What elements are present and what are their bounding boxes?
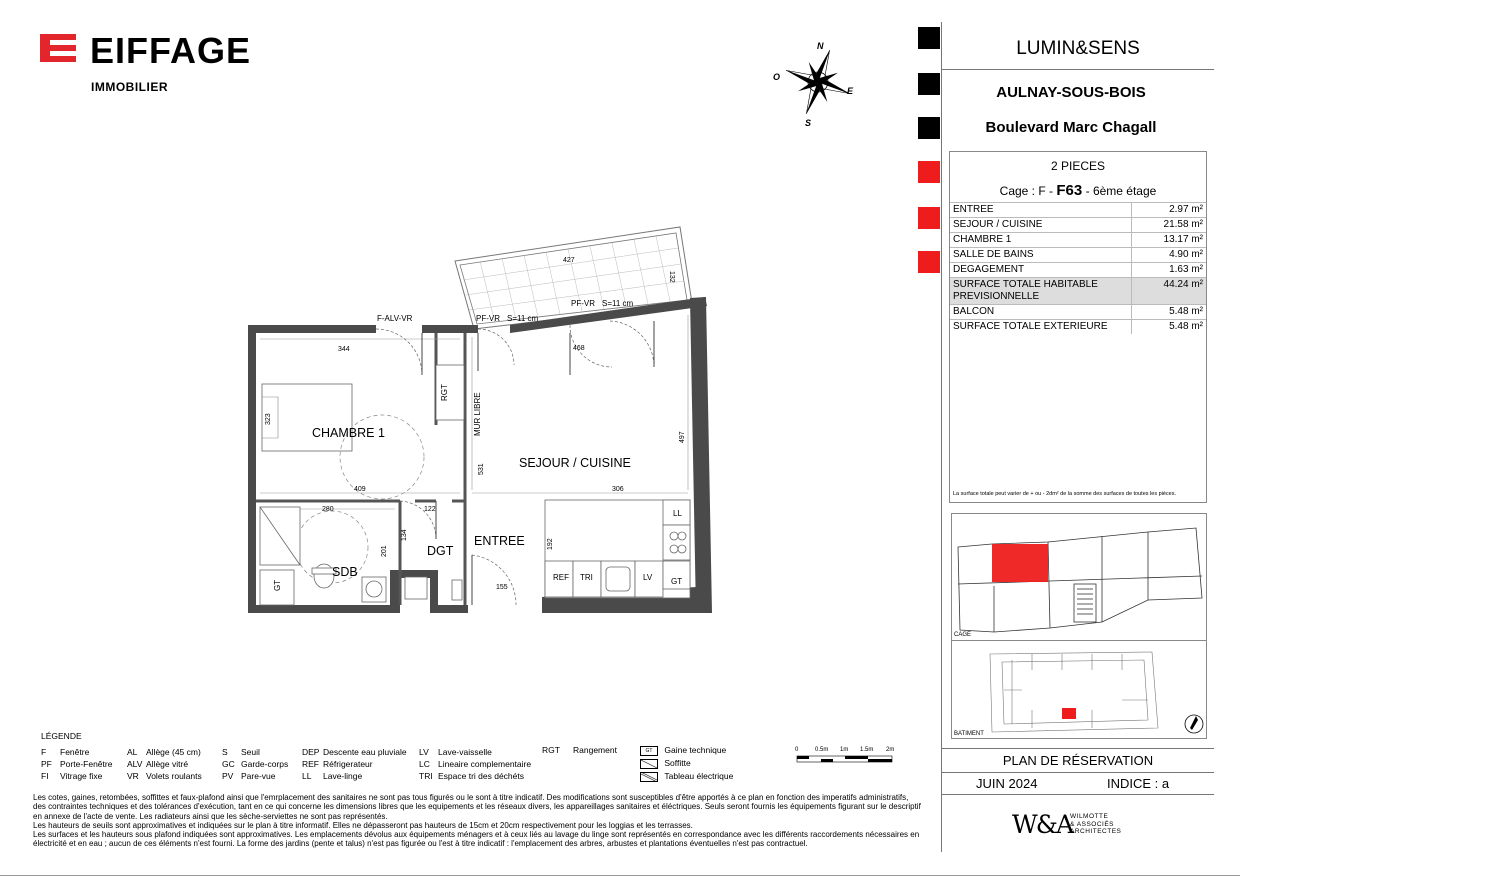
legend-code: VR: [127, 771, 139, 781]
north-arrow-icon: [1185, 715, 1203, 733]
bed: [262, 384, 352, 451]
legend-text: Espace tri des déchéts: [438, 771, 524, 781]
legend-text: Lineaire complementaire: [438, 759, 532, 769]
compass-n: N: [817, 41, 824, 51]
legend-text: Descente eau pluviale: [323, 747, 407, 757]
architect-name: [1070, 813, 1121, 836]
table-row: [950, 248, 1206, 263]
compass-e: E: [847, 86, 854, 96]
legend-text: Lave-linge: [323, 771, 363, 781]
keyplan-batiment: [951, 640, 1207, 739]
lot-number: F63: [1056, 182, 1083, 199]
legend-code: S: [222, 747, 228, 757]
surface-label: SURFACE TOTALE HABITABLE PREVISIONNELLE: [950, 278, 1132, 305]
architect-line-2: & ASSOCIÉS: [1070, 820, 1115, 828]
label-mur-libre: MUR LIBRE: [473, 392, 482, 436]
compass-rose: [770, 40, 860, 130]
lot-type: 2 PIECES: [1050, 159, 1106, 173]
scale-tick: 0.5m: [815, 747, 829, 753]
dim-134: 134: [401, 529, 408, 541]
surface-value: 4.90 m²: [1132, 248, 1207, 263]
legend-text: Volets roulants: [146, 771, 202, 781]
keyplan-cage-highlight: [992, 544, 1048, 582]
architect-logo: [1012, 810, 1122, 839]
divider-1: [941, 69, 1214, 70]
divider-4: [941, 794, 1214, 795]
legend-col-4: [302, 747, 410, 783]
legend-text: Vitrage fixe: [60, 771, 103, 781]
legend-code: LC: [419, 759, 430, 769]
dim-201: 201: [381, 545, 388, 557]
room-label-entree: ENTREE: [474, 534, 525, 548]
label-lv: LV: [643, 573, 653, 582]
surface-value: 44.24 m²: [1132, 278, 1207, 305]
legal-notes: Les cotes, gaines, retombées, soffittes et faux-plafond ainsi que l'emrplacement des sanitaires ne sont pas tous figurés ou le sont à titre indicatif. Des modifications sont susceptibles d'être apportés à ce plan en fonction des imperatifs administratifs, des contraintes techniques et des tolérances d'exécution, tant en ce qui concerne les dimensions libres que les equipements et les réseaux divers, les appareillages sanitaires et éléctriques. Seuls seront fournis les équipements figurant sur le descriptif en annexe de l'acte de vente. Les radiateurs ainsi que les sèche-serviettes ne sont pas représentés. Les hauteurs de seuils sont approximatives et indiquées sur le plan à titre informatif. Elles ne dépasseront pas hauteurs de 15cm et 20cm respectivement pour les loggias et les terrasses. Les surfaces et les hauteurs sous plafond indiquées sont approximatives. Les emplacements dévolus aux équipements ménagers et à ceux liés au lavage du linge sont représentés en correspondance avec les différents raccordements nécessaires en électricité et en eau ; aucun de ces éléments n'est fourni. La forme des jardins (pente et talus) n'est pas figurée ou l'est à titre indicatif : l'emplacement des arbres, arbustes et plantations éventuelles n'est pas contractuel.: [33, 793, 921, 849]
surface-table-box: [949, 151, 1207, 503]
kitchen: [545, 500, 690, 598]
legend-text: Fenêtre: [60, 747, 90, 757]
surface-table: [950, 202, 1206, 334]
project-city: AULNAY-SOUS-BOIS: [996, 84, 1146, 101]
legend-code: DEP: [302, 747, 320, 757]
dim-531: 531: [478, 463, 485, 475]
room-label-dgt: DGT: [427, 544, 454, 558]
cage-label: Cage :: [999, 184, 1036, 198]
legend-symbol-text: Tableau électrique: [664, 771, 734, 781]
plan-date: JUIN 2024: [976, 776, 1038, 791]
dim-409: 409: [354, 486, 366, 493]
legend-text: Allège vitré: [146, 759, 189, 769]
room-label-sejour: SEJOUR / CUISINE: [519, 456, 631, 470]
legend-code: REF: [302, 759, 319, 769]
legend-col-5: [419, 747, 534, 783]
architect-line-1: WILMOTTE: [1070, 813, 1109, 820]
dim-497: 497: [679, 431, 686, 443]
legend-code: TRI: [419, 771, 433, 781]
dim-280: 280: [322, 506, 334, 513]
compass-o: O: [773, 72, 781, 82]
divider-2: [941, 748, 1214, 749]
eiffage-logo-mark: [38, 30, 78, 70]
legend-code: LL: [302, 771, 312, 781]
legend-col-1: [41, 747, 115, 783]
dim-323: 323: [265, 413, 272, 425]
legend-text: Réfrigerateur: [323, 759, 373, 769]
dim-155: 155: [496, 584, 508, 591]
dim-122: 122: [424, 506, 436, 513]
dim-427: 427: [563, 257, 575, 264]
tab-black-3: [918, 117, 940, 139]
dim-192: 192: [547, 538, 554, 550]
project-name: LUMIN&SENS: [1016, 38, 1140, 59]
legend-code: ALV: [127, 759, 143, 769]
table-row: [950, 320, 1206, 335]
cage-dash-1: -: [1049, 184, 1054, 198]
surface-label: DEGAGEMENT: [950, 263, 1132, 278]
floor-plan: [240, 225, 720, 620]
room-label-chambre: CHAMBRE 1: [312, 426, 385, 440]
legend-code: FI: [41, 771, 49, 781]
cage-dash-2: -: [1085, 184, 1090, 198]
legend-code: PV: [222, 771, 234, 781]
label-gt1: GT: [671, 577, 683, 586]
dim-132: 132: [668, 271, 675, 283]
surface-value: 5.48 m²: [1132, 320, 1207, 335]
surface-label: CHAMBRE 1: [950, 233, 1132, 248]
surface-value: 21.58 m²: [1132, 218, 1207, 233]
surface-value: 5.48 m²: [1132, 305, 1207, 320]
architect-mark: W&A: [1012, 810, 1073, 839]
tab-black-1: [918, 27, 940, 49]
panel-left-border: [941, 22, 942, 852]
table-row-total: [950, 278, 1206, 305]
compass-s: S: [805, 118, 812, 128]
room-label-sdb: SDB: [332, 565, 358, 579]
label-pfvr1: PF-VR: [476, 314, 500, 323]
keyplan-cage-label: CAGE: [954, 632, 972, 638]
label-falvvr: F-ALV-VR: [377, 314, 413, 323]
keyplan-batiment-highlight: [1062, 708, 1076, 719]
surface-note: La surface totale peut varier de + ou - 2dm² de la somme des surfaces de toutes les pièces.: [953, 491, 1177, 497]
scale-tick: 0: [795, 747, 799, 753]
legend-code: F: [41, 747, 47, 757]
tab-red-1: [918, 161, 940, 183]
tab-black-2: [918, 73, 940, 95]
legend-symbols: [640, 745, 733, 784]
gaine-symbol-icon: GT: [640, 746, 658, 756]
legend-code: PF: [41, 759, 52, 769]
surface-value: 1.63 m²: [1132, 263, 1207, 278]
legend-code: LV: [419, 747, 429, 757]
scale-bar: [790, 743, 905, 769]
legend-symbol-text: Soffitte: [664, 758, 691, 768]
scale-tick: 1.5m: [860, 747, 874, 753]
legend-code: AL: [127, 747, 138, 757]
legend-code: GC: [222, 759, 235, 769]
label-rgt: RGT: [440, 384, 449, 401]
legend-text: Allège (45 cm): [146, 747, 201, 757]
legend-text: Rangement: [573, 745, 617, 755]
legend-col-3: [222, 747, 291, 783]
legend-text: Porte-Fenêtre: [60, 759, 113, 769]
dim-468: 468: [573, 345, 585, 352]
scale-tick: 2m: [886, 747, 895, 753]
surface-label: SURFACE TOTALE EXTERIEURE: [953, 321, 1108, 332]
tab-red-2: [918, 207, 940, 229]
label-ll: LL: [673, 509, 682, 518]
logo-sub: IMMOBILIER: [91, 80, 168, 94]
legend-text: Lave-vaisselle: [438, 747, 492, 757]
keyplan-cage-drawing: [952, 514, 1206, 640]
table-row: [950, 233, 1206, 248]
legend-col-2: [127, 747, 205, 783]
surface-label: BALCON: [950, 305, 1132, 320]
keyplan-cage: [951, 513, 1207, 641]
keyplan-batiment-label: BATIMENT: [954, 731, 984, 737]
bottom-rule: [0, 875, 1240, 876]
plan-indice: INDICE : a: [1107, 776, 1170, 791]
table-row: [950, 203, 1206, 218]
architect-line-3: ARCHITECTES: [1070, 828, 1122, 835]
legend-col-6: [542, 745, 620, 757]
cage-value: F: [1038, 184, 1046, 198]
surface-label: SEJOUR / CUISINE: [950, 218, 1132, 233]
table-row: [950, 263, 1206, 278]
legend-title: LÉGENDE: [41, 731, 82, 741]
legend-text: Pare-vue: [241, 771, 276, 781]
surface-value: 13.17 m²: [1132, 233, 1207, 248]
tableau-symbol-icon: [640, 772, 658, 782]
label-pfvr2: PF-VR: [571, 299, 595, 308]
keyplan-batiment-drawing: [952, 640, 1206, 738]
divider-3: [941, 772, 1214, 773]
legend-symbol-text: Gaine technique: [664, 745, 727, 755]
plan-title: PLAN DE RÉSERVATION: [1002, 753, 1154, 768]
surface-label: ENTREE: [950, 203, 1132, 218]
lot-floor: 6ème étage: [1092, 184, 1157, 198]
surface-label: SALLE DE BAINS: [950, 248, 1132, 263]
legend-code: RGT: [542, 745, 560, 755]
label-gt2: GT: [273, 579, 282, 591]
label-s11b: S=11 cm: [602, 299, 634, 308]
table-row: [950, 305, 1206, 320]
tab-red-3: [918, 251, 940, 273]
dim-344: 344: [338, 346, 350, 353]
logo-brand: EIFFAGE: [90, 30, 252, 71]
scale-tick: 1m: [840, 747, 849, 753]
lot-line: [950, 182, 1206, 202]
label-ref: REF: [553, 573, 569, 582]
project-street: Boulevard Marc Chagall: [985, 119, 1157, 136]
label-tri: TRI: [580, 573, 593, 582]
soffitte-symbol-icon: [640, 759, 658, 769]
surface-value: 2.97 m²: [1132, 203, 1207, 218]
label-s11a: S=11 cm: [507, 314, 539, 323]
table-row: [950, 218, 1206, 233]
legend-text: Seuil: [241, 747, 260, 757]
legend-text: Garde-corps: [241, 759, 289, 769]
dim-306: 306: [612, 486, 624, 493]
